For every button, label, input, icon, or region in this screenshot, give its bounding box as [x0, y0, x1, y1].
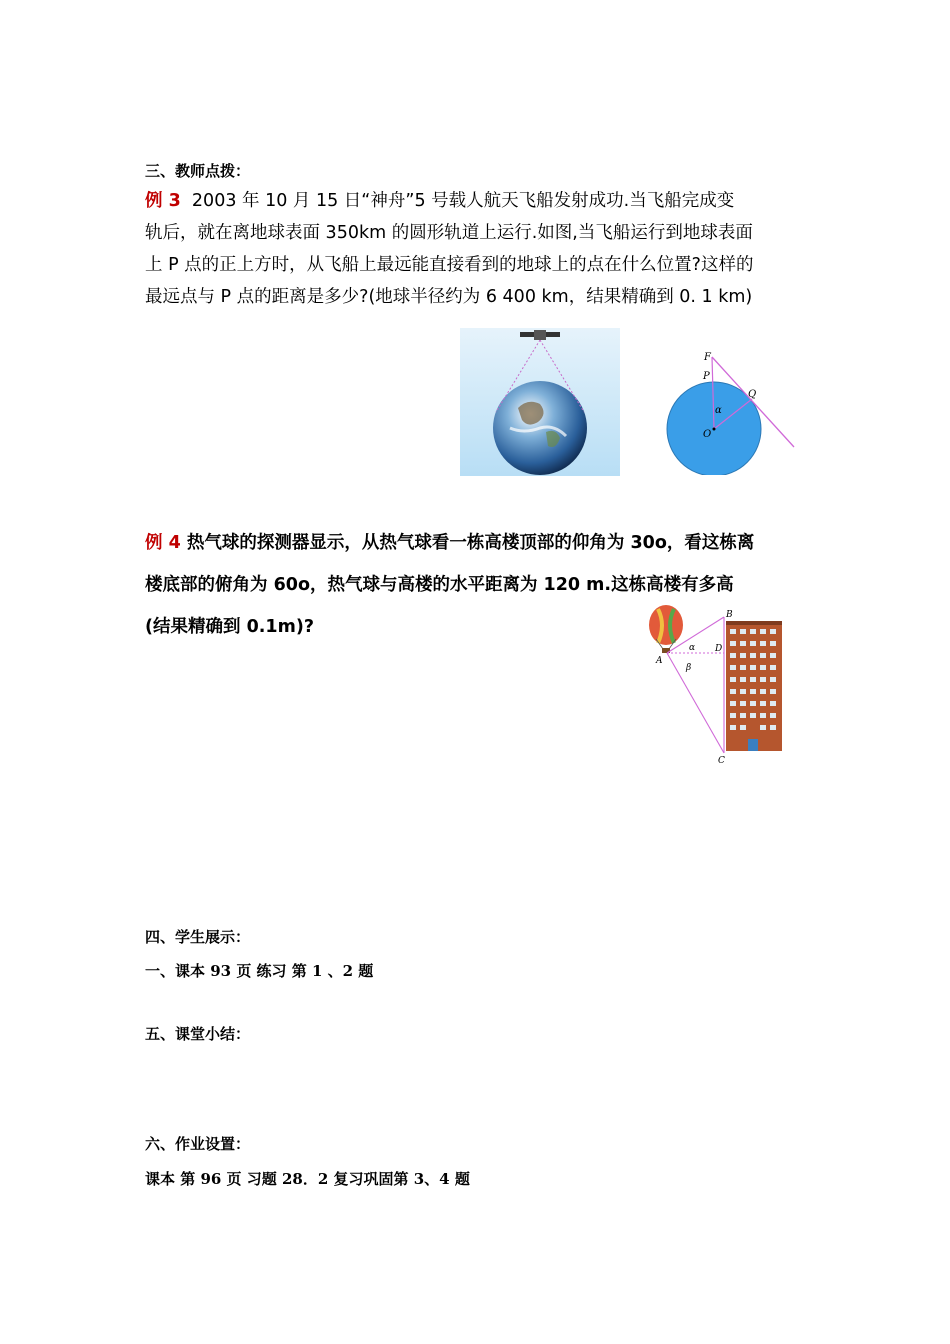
label-B: B — [726, 610, 733, 620]
example4-label: 例 4 — [145, 533, 181, 553]
earth-satellite-image — [460, 328, 620, 476]
building-icon — [726, 621, 782, 751]
label-D: D — [715, 644, 723, 654]
section-teacher-heading: 三、教师点拨： — [145, 162, 251, 180]
label-beta: β — [686, 663, 692, 673]
example4-line-1: 热气球的探测器显示，从热气球看一栋高楼顶部的仰角为 30o，看这栋离 — [186, 533, 755, 553]
label-P: P — [703, 371, 710, 382]
balloon-building-diagram — [640, 603, 790, 765]
example3-text — [145, 185, 805, 313]
example3-line-1: 2003 年 10 月 15 日“神舟”5 号载人航天飞船发射成功.当飞船完成变 — [191, 191, 735, 211]
example3-line-3: 上 P 点的正上方时，从飞船上最远能直接看到的地球上的点在什么位置?这样的 — [145, 255, 754, 275]
example4-line-3: (结果精确到 0.1m)? — [145, 617, 314, 637]
label-alpha: α — [715, 405, 722, 416]
example4-line-2: 楼底部的俯角为 60o，热气球与高楼的水平距离为 120 m.这栋高楼有多高 — [145, 575, 734, 595]
label-Q: Q — [748, 389, 757, 400]
example3-line-2: 轨后，就在离地球表面 350km 的圆形轨道上运行.如图,当飞船运行到地球表面 — [145, 223, 753, 243]
section-student-heading: 四、学生展示： — [145, 928, 251, 946]
label-F: F — [704, 352, 711, 363]
label-A: A — [656, 656, 663, 666]
homework-item: 课本 第 96 页 习题 28．2 复习巩固第 3、4 题 — [145, 1170, 470, 1188]
section-homework-heading: 六、作业设置： — [145, 1135, 251, 1153]
label-alpha: α — [689, 643, 696, 653]
section-summary-heading: 五、课堂小结： — [145, 1025, 251, 1043]
example3-label: 例 3 — [145, 191, 181, 211]
label-O: O — [703, 429, 712, 440]
student-item: 一、课本 93 页 练习 第 1 、2 题 — [145, 962, 374, 980]
earth-tangent-diagram — [660, 345, 800, 475]
example3-line-4: 最远点与 P 点的距离是多少?(地球半径约为 6 400 km，结果精确到 0. 1 km) — [145, 287, 753, 307]
label-C: C — [718, 756, 725, 765]
